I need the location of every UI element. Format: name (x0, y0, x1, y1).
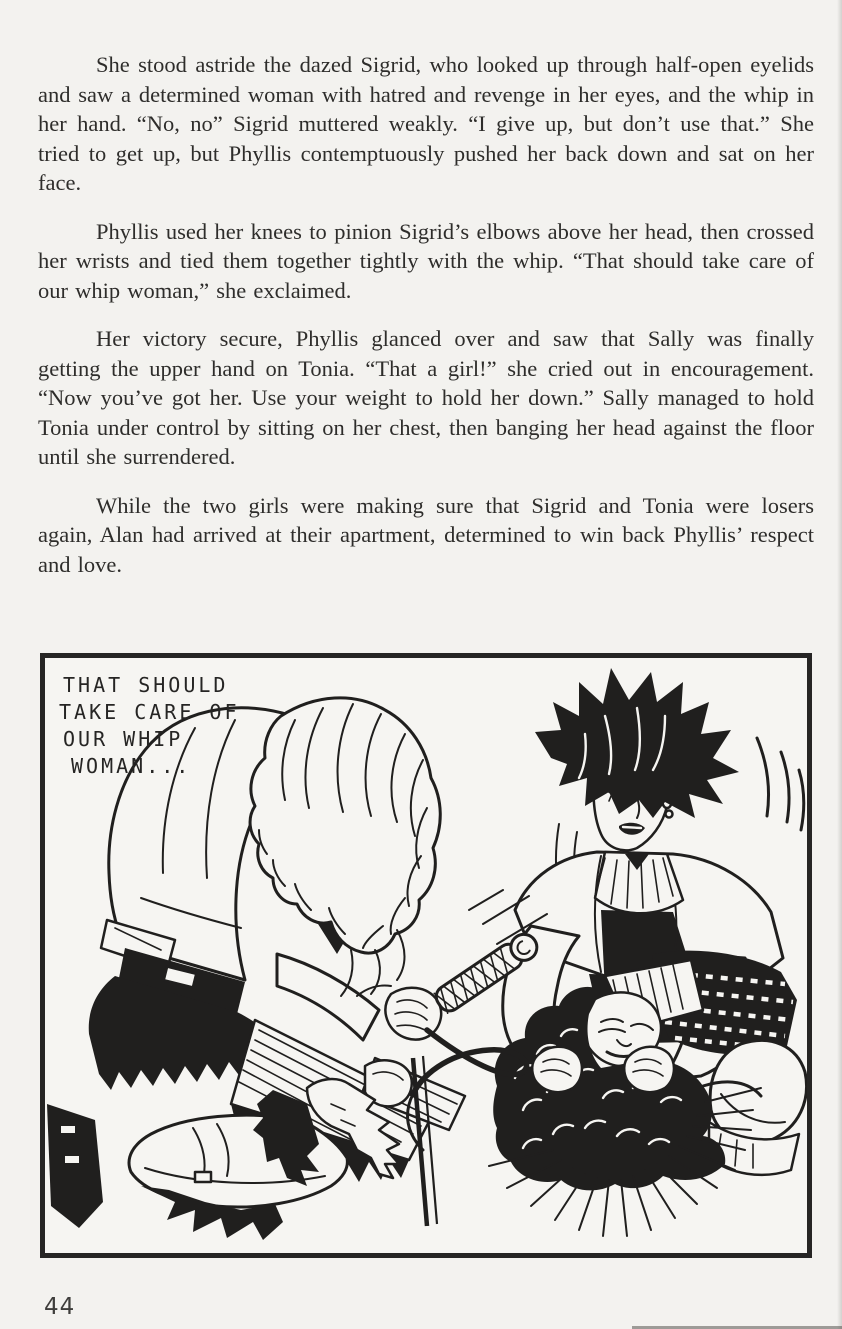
caption-line-1: THAT SHOULD (63, 673, 229, 697)
paragraph-1: She stood astride the dazed Sigrid, who looked up through half-open eyelids and saw a determined woman with hatred and revenge in her eyes, and the whip in her hand. “No, no” Sigrid muttered weakly. “I give up, but don’t use that.” She tried to get up, but Phyllis contemptuously pushed her back down and sat on her face. (38, 52, 814, 195)
comic-illustration (45, 658, 807, 1253)
paragraph-3: Her victory secure, Phyllis glanced over and saw that Sally was finally getting the upper hand on Tonia. “That a girl!” she cried out in encouragement. “Now you’ve got her. Use your weight to hold her down.” Sally managed to hold Tonia under control by sitting on her chest, then banging her head against the floor until she surrendered. (38, 326, 814, 469)
scan-edge-right (837, 0, 842, 1329)
phyllis-hair (250, 698, 440, 996)
ribbed-collar (595, 852, 683, 913)
paragraph-2: Phyllis used her knees to pinion Sigrid’s elbows above her head, then crossed her wrists and tied them together tightly with the whip. “That should take care of our whip woman,” she exclaimed. (38, 218, 814, 303)
story-text (38, 50, 814, 598)
comic-panel (40, 653, 812, 1258)
caption-line-3: OUR WHIP (63, 727, 184, 751)
sally-hair (535, 668, 739, 818)
caption-line-4: WOMAN... (71, 754, 192, 778)
caption-line-2: TAKE CARE OF (59, 700, 240, 724)
page-number: 44 (44, 1294, 76, 1320)
paragraph-4: While the two girls were making sure that Sigrid and Tonia were losers again, Alan had arrived at their apartment, determined to win back Phyllis’ respect and love. (38, 492, 814, 577)
